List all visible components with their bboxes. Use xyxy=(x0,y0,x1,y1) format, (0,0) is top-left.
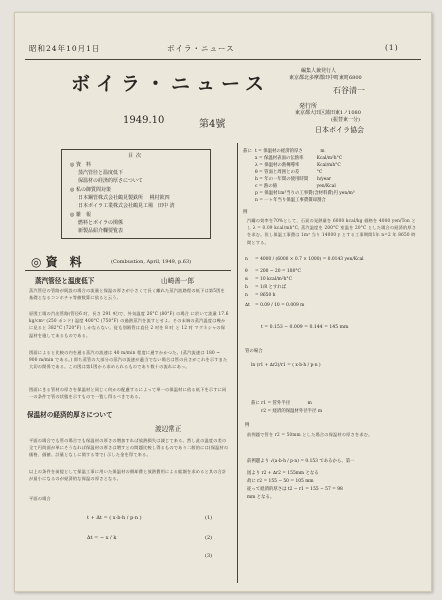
example-calc: mm となる。 xyxy=(247,495,275,500)
body-paragraph: 原図工場の汽出管路(管径6 吋、長さ 291 呎)で、外気温度 26°C (80°F) の場合 に於いて流量 17.6 kg/cm² (250 ポンド) 温度 400°C (750°F) の過熱蒸汽を流すとせよ。その末端の蒸汽温度は幾かに見ると 382°C (720°F) しかならない。従も別紙管は直径 2 吋を 8 吋 と 12 吋 マグネシャの保温材を施してあるものである。 xyxy=(29,311,229,338)
equation: ∆t = − x / k xyxy=(87,535,117,541)
example-text: 前例題で管を r2 = 50mm とした場合の保温材の厚さを求む。 xyxy=(247,432,373,437)
section-rule xyxy=(25,270,231,271)
definition-line: p = 保温材1m³当りの工事費(含材料費)円 yen/m³ xyxy=(255,191,355,196)
calc-label: n xyxy=(245,257,248,262)
equation-number: (1) xyxy=(205,515,213,521)
header-rule xyxy=(25,59,421,60)
example-calc: 故に r2 = 155 − 50 = 105 mm xyxy=(247,479,314,484)
toc-line: 蒸汽管径と温度低下 xyxy=(78,170,124,176)
calc-label: n xyxy=(245,293,248,298)
toc-heading: 目次 xyxy=(127,153,144,159)
body-paragraph: 図面によると比較の内を通る蒸汽の流速は 40 m/min 程度に通すかかつた。(蒸汽流速は 180 ~ 900 m/min である。) 即ち蒸管の大部分の蒸汽の流速が適当でない場合は管の長さがこれを示すまた大切の関係である。この図は第1図から求められるものであり数十の流れにあっ。 xyxy=(29,350,228,370)
example-calc: 従って経済的厚さは t2 − r1 = 155 − 57 = 98 xyxy=(247,487,343,492)
calc-label: h xyxy=(245,285,248,290)
toc-line: ◎ 資 料 xyxy=(70,162,91,168)
result-line: t = 0.153 − 0.009 = 0.144 = 145 mm xyxy=(261,325,349,330)
article-author: 渡辺常正 xyxy=(155,425,182,433)
office-role: 発行所 xyxy=(299,103,318,110)
toc-line: ◎ 私の御質問対策 xyxy=(70,187,111,193)
article-author: 山崎善一郎 xyxy=(161,277,194,285)
editor-address: 東京都北多摩郡田中町東町6800 xyxy=(289,75,362,81)
where-label: 茲に xyxy=(243,149,252,154)
section-source: (Combustion, April, 1949, p.63) xyxy=(111,259,192,265)
calc-value: = 4000 / (6000 × 0.7 × 1000) = 0.0143 yen/Kcal xyxy=(255,257,364,262)
toc-line: 日本鋼管株式会社鶴見製鉄所 桃村欽四 xyxy=(78,195,170,201)
example-label: 例 xyxy=(243,210,248,215)
body-paragraph: 平面の場合でも管の場合でも保温材の厚さの増加すれば放熱損失は減じて来る。然し此の温度の差の全て円筒面が単にそうなれば保温材の厚さは増すとの間題比較し得るものであり二般的には(保温材の価格、価値、計量となしに関する等で) 示した金を得て来る。 xyxy=(29,438,229,458)
calc-value: = 0.09 / 10 = 0.009 m xyxy=(255,303,305,308)
office-address: 東京都大田区蒲田東1ノ1080 xyxy=(295,110,361,116)
pipe-equation: ln (r1 + ∆r2)/r1 = ( x·b·h / p·n ) xyxy=(251,363,321,368)
definition-line: x = 保温材表面の伝熱率 Kcal/m²h°C xyxy=(255,156,343,161)
example-calc: 前例題より √(a·b·h / p·n) = 0.153 であるから、第一 xyxy=(247,459,355,464)
body-paragraph: 蒸汽管径の管路が既設の場合の流量と保温の厚さが小さくて長く離れた蒸汽流路程の低下は第5図を基礎となるコンホチャ等値数算に依ると云う。 xyxy=(29,288,225,301)
office-name: 日本ボイラ協会 xyxy=(315,126,364,134)
calc-value: = 200 − 20 = 180°C xyxy=(255,269,301,274)
pipe-definition: r2 = 経済的保温材外径半径 m xyxy=(251,409,323,414)
office-note: (振替東一分) xyxy=(331,117,360,123)
calc-label: α xyxy=(245,277,248,282)
toc-line: ◎ 雑 報 xyxy=(70,212,91,218)
column-divider xyxy=(237,143,238,583)
definition-line: c = 熱の値 yen/Kcal xyxy=(255,184,336,189)
definition-line: t = 保温材の経済的厚さ m xyxy=(255,149,325,154)
header-date: 昭和24年10月1日 xyxy=(29,44,101,53)
article-title: 蒸汽管径と温度低下 xyxy=(35,277,95,285)
toc-line: 燃料とボイラの関係 xyxy=(78,220,124,226)
header-title: ボイラ・ニュース xyxy=(167,44,235,53)
calc-label: θ xyxy=(245,269,248,274)
example-calc: 図より r2 + ∆r2 = 155mm となる xyxy=(247,471,319,476)
calc-value: = 10 kcal/m²h°C xyxy=(255,277,292,282)
toc-line: 日本ボイラ工業株式会社鶴見工場 田中 清 xyxy=(78,203,175,209)
calc-value: = 1/8 とすれば xyxy=(255,285,287,290)
definition-line: n = 一ヶ年当り保温工事費償却割合 xyxy=(255,198,326,203)
definition-line: h = 年の一年間の使用時間 h/year xyxy=(255,177,332,182)
body-paragraph: 以上の条件を前提として保温工事に用いた保温材の償却費と放熱費用による総額を求めると其の合計が最小になるのが経済的な保温の厚さとなる。 xyxy=(29,469,227,482)
body-paragraph: 図面にきる管材の厚さを保温材と同じく何かの配慮するによって単一の保温材に依る低下を示すに同一の条件で管の状態を示すもので一覧し得るべきである。 xyxy=(29,387,227,400)
header-page-number: (1) xyxy=(385,43,399,52)
equation: t + ∆t = ( x·b·h / p·n ) xyxy=(87,515,142,521)
toc-line: 新製品紹介欄要覧表 xyxy=(78,228,124,234)
calc-label: ∆t xyxy=(245,303,250,308)
table-of-contents xyxy=(61,149,211,239)
equation-number: (3) xyxy=(205,553,213,559)
toc-line: 保温材の経済的厚さについて xyxy=(78,178,143,184)
masthead-title: ボイラ・ニュース xyxy=(71,73,271,95)
equation-number: (2) xyxy=(205,535,213,541)
editor-role: 編集人兼発行人 xyxy=(301,68,337,74)
masthead-date: 1949.10 xyxy=(123,115,165,126)
pipe-label: 管の場合 xyxy=(245,349,263,354)
body-paragraph: 平面の場合 xyxy=(29,496,51,501)
pipe-definition: 茲に r1 = 管外半径 m xyxy=(251,401,312,406)
calc-value: = 8650 h xyxy=(255,293,276,298)
definition-line: λ = 保温材の熱傳導率 Kcal/mh°C xyxy=(255,163,341,168)
editor-name: 石谷清一 xyxy=(333,86,365,95)
example-label: 例 xyxy=(245,423,250,428)
newsletter-page xyxy=(14,12,432,592)
masthead-issue: 第4號 xyxy=(199,119,226,130)
example-text: 汽罐の効率を70%として、石炭の発熱量を 6000 kcal/kg 価格を 4000 yen/Ton とし λ = 0.09 kcal/mh°C, 蒸汽温度を 200°C 室温を 20°C とした場合の経済的厚さを求む。但し保温工事費は 1m³ 当り 14000 y とする工事期間1年 n=2 年 8650 時間とする。 xyxy=(247,218,417,245)
article-title: 保温材の経済的厚さについて xyxy=(27,411,113,419)
definition-line: θ = 管面と周囲との差 °C xyxy=(255,170,323,175)
section-heading: ◎ 資 料 xyxy=(31,255,82,269)
